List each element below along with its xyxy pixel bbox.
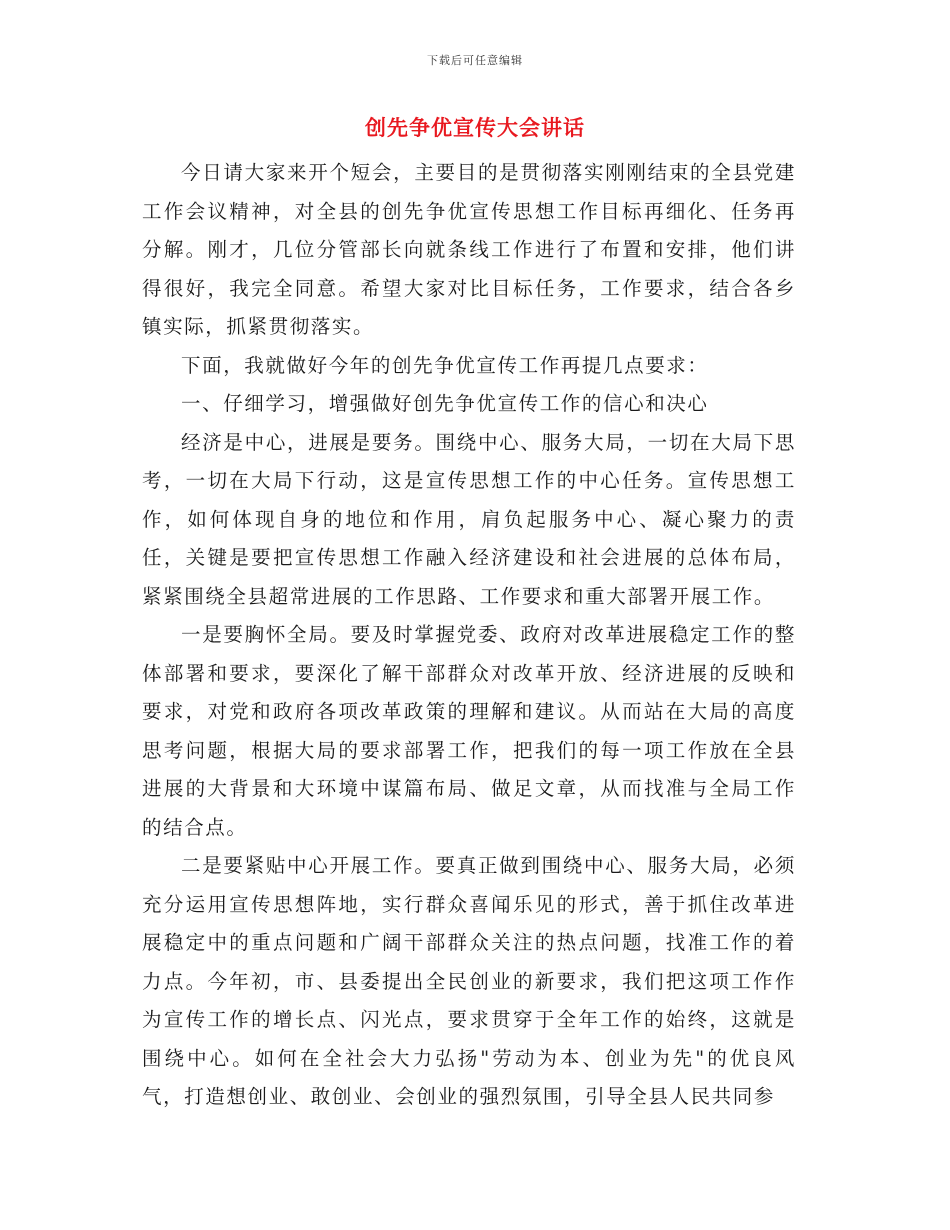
paragraph-point-1: 一是要胸怀全局。要及时掌握党委、政府对改革进展稳定工作的整体部署和要求，要深化了解干部群众对改革开放、经济进展的反映和要求，对党和政府各项改革政策的理解和建议。从而站在大局的高度思考问题，根据大局的要求部署工作，把我们的每一项工作放在全县进展的大背景和大环境中谋篇布局、做足文章，从而找准与全局工作的结合点。 [142, 623, 796, 839]
paragraph-economy-center: 经济是中心，进展是要务。围绕中心、服务大局，一切在大局下思考，一切在大局下行动，这是宣传思想工作的中心任务。宣传思想工作，如何体现自身的地位和作用，肩负起服务中心、凝心聚力的责任，关键是要把宣传思想工作融入经济建设和社会进展的总体布局，紧紧围绕全县超常进展的工作思路、工作要求和重大部署开展工作。 [142, 430, 796, 608]
paragraph-intro: 今日请大家来开个短会，主要目的是贯彻落实刚刚结束的全县党建工作会议精神，对全县的创先争优宣传思想工作目标再细化、任务再分解。刚才，几位分管部长向就条线工作进行了布置和安排，他们讲得很好，我完全同意。希望大家对比目标任务，工作要求，结合各乡镇实际，抓紧贯彻落实。 [142, 161, 796, 338]
paragraph-requirements-lead: 下面，我就做好今年的创先争优宣传工作再提几点要求： [181, 353, 709, 377]
section-heading-1: 一、仔细学习，增强做好创先争优宣传工作的信心和决心 [181, 392, 709, 415]
document-body [142, 154, 796, 1117]
header-note: 下载后可任意编辑 [427, 54, 523, 67]
document-title: 创先争优宣传大会讲话 [365, 115, 585, 140]
paragraph-point-2: 二是要紧贴中心开展工作。要真正做到围绕中心、服务大局，必须充分运用宣传思想阵地，实行群众喜闻乐见的形式，善于抓住改革进展稳定中的重点问题和广阔干部群众关注的热点问题，找准工作的着力点。今年初，市、县委提出全民创业的新要求，我们把这项工作作为宣传工作的增长点、闪光点，要求贯穿于全年工作的始终，这就是围绕中心。如何在全社会大力弘扬"劳动为本、创业为先"的优良风气，打造想创业、敢创业、会创业的强烈氛围，引导全县人民共同参 [142, 854, 796, 1108]
